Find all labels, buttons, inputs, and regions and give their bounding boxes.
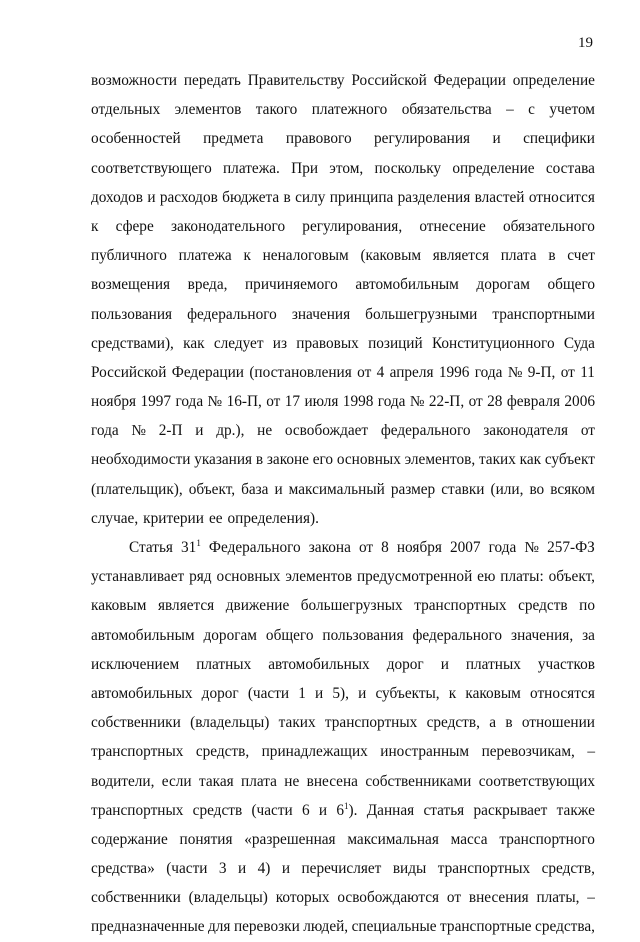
word: общего [547,276,595,294]
word: транспортных [437,860,531,878]
word: $6^1$). [336,800,358,819]
word: и [147,188,156,206]
word: перечисляет [301,860,382,878]
word: транспортных [91,743,184,761]
word: от [357,363,372,381]
word: (части [166,860,208,878]
word: (части [247,684,290,702]
word: бюджета [222,188,280,206]
word: отнесение [419,217,486,235]
word: субъекты, [375,684,440,702]
word: состава [545,159,595,177]
text-line [91,66,595,95]
word: платных [196,655,252,673]
word: автомобильным [91,626,195,644]
word: Федерального [208,539,301,556]
word: 22-П, [428,393,465,411]
word: и [315,684,324,702]
word: ноября [91,393,137,411]
word: (владельцы) [190,714,270,732]
word: транспортными [492,305,595,323]
word: как [183,334,205,352]
word: др.), [216,422,245,440]
text-line [91,562,595,591]
word: размер [390,480,436,498]
word: от [580,422,595,440]
word: соответствующего [91,159,212,177]
word: ставки [441,480,485,498]
text-line [91,796,595,825]
word: понятия [179,830,233,848]
word: внесена [306,772,358,790]
text-line [91,708,595,737]
word: освобождаются [337,889,440,907]
text-line [91,95,595,124]
word: обязательного [502,217,595,235]
word: предназначенные [91,918,205,936]
word: основных [336,451,401,469]
word: предусмотренной [356,568,473,586]
word: исключением [91,655,180,673]
word: максимальный [288,480,385,498]
word: а [489,714,497,732]
word: (плательщик), [91,480,183,498]
word: правового [285,130,352,148]
word: и [274,480,283,498]
text-line [91,767,595,796]
text-line [91,387,595,416]
word: Статья [129,539,173,556]
word: Российской [91,363,167,381]
word: следует [213,334,264,352]
word: всяком [550,480,595,498]
word: средств, [426,714,480,732]
text-line [91,679,595,708]
word: 257-ФЗ [547,539,595,556]
superscript: 1 [196,538,201,548]
word: людей, [303,918,349,936]
word: дорогам [476,276,530,294]
word: (каковым [360,247,422,265]
word: максимальная [347,830,439,848]
text-line [91,504,595,533]
word: 9-П, [527,363,556,381]
word: платежа. [223,159,280,177]
text-line [91,825,595,854]
word: возможности [91,72,177,89]
word: 8 [381,539,389,556]
text-line [91,270,595,299]
word: и [318,801,328,819]
text-line [91,445,595,474]
word: № [131,422,147,440]
word: 4) [257,860,271,878]
word: этом, [329,159,364,177]
word: к [243,247,251,265]
word: по [579,597,595,615]
word: дорогам [203,626,257,644]
word: средств [192,801,243,819]
word: ее [208,509,223,527]
word: 2006 [564,393,595,411]
word: в [548,247,556,265]
word: с [528,101,535,119]
word: федерального [380,422,471,440]
word: также [556,801,595,819]
word: элементов, [404,451,476,469]
word: 11 [580,363,595,381]
word: транспортных [414,597,507,615]
word: апреля [389,363,434,381]
word: пользования [322,626,404,644]
word: является [158,597,215,615]
word: за [582,626,595,644]
word: поскольку [374,159,442,177]
word: объект, [548,568,595,586]
word: перевозки [233,918,300,936]
word: предмета [203,130,264,148]
word: 1998 [342,393,374,411]
word: плата [500,247,537,265]
word: отдельных [91,101,161,119]
word: года [377,393,406,411]
word: случае, [91,509,139,527]
word: При [291,159,319,177]
word: содержание [91,830,168,848]
word: статья [423,801,465,819]
text-line [91,621,595,650]
word: автомобильных [268,655,370,673]
text-line [91,300,595,329]
word: Российской [351,72,427,89]
text-line [91,358,595,387]
word: транспортных [91,801,184,819]
text-line [91,212,595,241]
word: расходов [159,188,218,206]
word: если [161,772,192,790]
word: указания [194,451,253,469]
word: от [266,393,281,411]
word: дорог [201,684,239,702]
text-line [91,591,595,620]
word: 5), [332,684,349,702]
word: отношении [521,714,595,732]
word: публичного [91,247,167,265]
word: принадлежащих [261,743,368,761]
word: 3 [218,860,227,878]
word: разделения [397,188,471,206]
word: его [312,451,334,469]
word: сфере [115,217,154,235]
word: в [255,451,264,469]
word: элементов [285,568,353,586]
word: (или, [490,480,524,498]
word: во [529,480,545,498]
word: Конституционного [431,334,555,352]
word: регулирования [374,130,471,148]
word: критерии [143,509,204,527]
word: виды [392,860,427,878]
word: определение [512,72,595,89]
word: к [91,217,99,235]
word: значения [291,305,351,323]
word: 1 [298,684,306,702]
word: от [446,889,462,907]
word: Правительству [247,72,345,89]
word: особенностей [91,130,181,148]
word: не [284,772,300,790]
word: средств, [541,860,595,878]
word: принципа [329,188,394,206]
word: из [272,334,288,352]
text-line [91,416,595,445]
word: к [448,684,457,702]
word: специальные [351,918,437,936]
word: 4 [376,363,385,381]
word: федерального [187,305,277,323]
word: автомобильных [91,684,193,702]
word: раскрывает [473,801,548,819]
word: 1997 [140,393,172,411]
word: Федерации [433,72,506,89]
word: средств, [195,743,250,761]
word: таких [278,714,316,732]
word: 6 [301,801,310,819]
word: ноября [396,539,442,556]
word: Суда [563,334,595,352]
word: года [175,393,204,411]
word: устанавливает [91,568,185,586]
word: такая [198,772,234,790]
text-line [91,475,595,504]
word: – [587,743,595,761]
word: ею [477,568,496,586]
word: февраля [506,393,560,411]
word: плата [241,772,277,790]
word: транспортных [324,714,418,732]
text-line [91,883,595,912]
word: движение [225,597,290,615]
word: учетом [549,101,595,119]
word: счет [567,247,595,265]
word: 16-П, [226,393,262,411]
word: субъект [544,451,595,469]
word: для [208,918,231,936]
word: средства, [535,918,595,936]
word: основных [216,568,281,586]
word: причиняемого [245,276,338,294]
word: большегрузных [300,597,403,615]
word: платежа [178,247,232,265]
word: законе [266,451,309,469]
word: платежного [311,101,388,119]
word: № [507,363,523,381]
word: и [358,684,367,702]
text-line [91,241,595,270]
word: № [409,393,425,411]
text-line [91,912,595,941]
word: года [488,539,517,556]
word: неналоговым [262,247,349,265]
word: года [91,422,119,440]
word: соответствующих [478,772,595,790]
word: объект, [188,480,236,498]
word: и [238,860,247,878]
page-number: 19 [578,35,593,51]
word: не [257,422,273,440]
word: и [281,860,291,878]
word: – [587,889,595,907]
word: в [283,188,291,206]
word: от [358,539,374,556]
word: 2-П [158,422,183,440]
word: законодателя [483,422,569,440]
word: необходимости [91,451,191,469]
word: является [432,247,489,265]
word: № [207,393,223,411]
word: июля [304,393,339,411]
word: внесения [468,889,529,907]
word: (владельцы) [188,889,268,907]
word: Данная [366,801,415,819]
text-line [91,650,595,679]
word: значения, [511,626,574,644]
word: автомобильным [355,276,459,294]
word: каковым [465,684,521,702]
word: средствами), [91,334,174,352]
word: позиций [368,334,423,352]
word: вреда, [187,276,228,294]
word: собственники [91,714,181,732]
word: общего [265,626,314,644]
word: таких [478,451,516,469]
word: 1996 [438,363,470,381]
text-line [91,533,595,562]
word: определение [452,159,535,177]
word: иностранным [380,743,470,761]
word: и [195,422,204,440]
word: пользования [91,305,173,323]
word: передать [183,72,241,89]
word: транспортные [440,918,532,936]
word: собственники [91,889,181,907]
word: властей [474,188,525,206]
word: элементов [174,101,242,119]
word: водители, [91,772,155,790]
word: года [474,363,503,381]
word: большегрузными [365,305,478,323]
word: регулирования, [302,217,403,235]
word: определения). [227,509,319,527]
word: возмещения [91,276,171,294]
word: и [440,655,449,673]
word: «разрешенная [244,830,336,848]
word: платных [465,655,521,673]
text-line [91,154,595,183]
word: от [468,393,483,411]
word: масса [450,830,488,848]
text-line [91,329,595,358]
word: платы, [536,889,580,907]
text-line [91,183,595,212]
word: (части [251,801,293,819]
word: которых [275,889,330,907]
word: № [524,539,539,556]
word: относятся [530,684,595,702]
word: закона [308,539,351,556]
word: правовых [296,334,359,352]
word: ряд [189,568,212,586]
word: законодательного [170,217,286,235]
word: каковым [91,597,147,615]
word: участков [537,655,595,673]
word: 17 [284,393,301,411]
word: относится [528,188,595,206]
text-line [91,124,595,153]
word: перевозчикам, [481,743,575,761]
word: в [505,714,513,732]
word: такого [255,101,298,119]
word: (постановления [249,363,352,381]
word: специфики [523,130,595,148]
word: как [519,451,542,469]
word: 28 [487,393,503,411]
word: федерального [412,626,503,644]
text-line [91,737,595,766]
word: от [560,363,575,381]
word: средств [518,597,568,615]
word: силу [295,188,326,206]
superscript: 1 [344,800,349,811]
word: платы: [500,568,544,586]
word: $31^1$ [181,538,201,556]
body-text [91,66,595,942]
word: обязательства [401,101,492,119]
word: освобождает [284,422,369,440]
word: и [492,130,501,148]
text-line [91,854,595,883]
word: – [506,101,514,119]
word: база [241,480,269,498]
word: Федерации [171,363,244,381]
word: собственниками [365,772,472,790]
word: 2007 [449,539,481,556]
word: доходов [91,188,143,206]
word: дорог [386,655,424,673]
word: транспортного [499,830,595,848]
word: средства» [91,860,155,878]
